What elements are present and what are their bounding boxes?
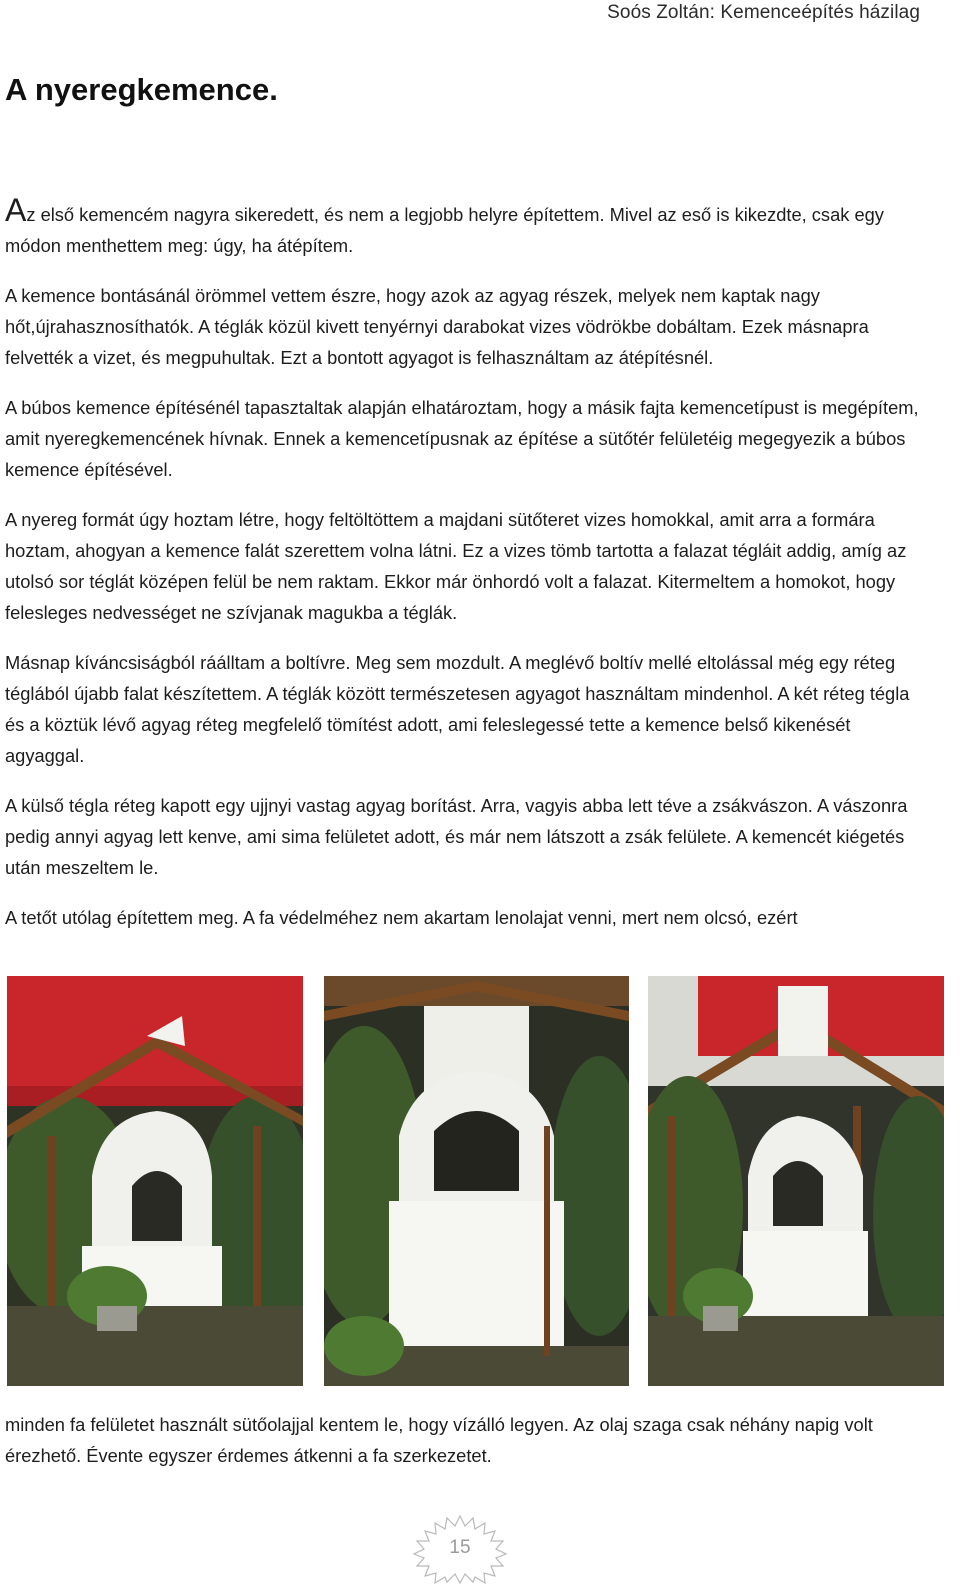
drop-cap: A <box>5 192 27 228</box>
paragraph-1 <box>5 192 920 261</box>
photo-strip <box>7 976 957 1386</box>
paragraph-4: A nyereg formát úgy hoztam létre, hogy feltöltöttem a majdani sütőteret vizes homokkal, amit arra a formára hoztam, ahogyan a kemence falát szerettem volna látni. Ez a vizes tömb tartotta a falazat tégláit addig, amíg az utolsó sor téglát középen felül be nem raktam. Ekkor már önhordó volt a falazat. Kitermeltem a homokot, hogy felesleges nedvességet ne szívjanak magukba a téglák. <box>5 509 907 623</box>
paragraph-5: Másnap kíváncsiságból ráálltam a boltívre. Meg sem mozdult. A meglévő boltív mellé eltolással még egy réteg téglából újabb falat készítettem. A téglák között természetesen agyagot használtam mindenhol. A két réteg tégla és a köztük lévő agyag réteg megfelelő tömítést adott, ami feleslegessé tette a kemence belső kikenését agyaggal. <box>5 652 910 766</box>
paragraph-7: A tetőt utólag építettem meg. A fa védelméhez nem akartam lenolajat venni, mert nem olcsó, ezért <box>5 907 798 928</box>
page-number-badge <box>410 1514 510 1584</box>
oven-photo-front <box>324 976 629 1386</box>
page-number: 15 <box>449 1537 471 1558</box>
page-title: A nyeregkemence. <box>5 72 278 107</box>
paragraph-1-text: z első kemencém nagyra sikeredett, és nem a legjobb helyre építettem. Mivel az eső is kikezdte, csak egy módon menthettem meg: úgy, ha átépítem. <box>5 204 884 256</box>
paragraph-2: A kemence bontásánál örömmel vettem észre, hogy azok az agyag részek, melyek nem kaptak nagy hőt,újrahasznosíthatók. A téglák közül kivett tenyérnyi darabokat vizes vödrökbe dobáltam. Ezek másnapra felvették a vizet, és megpuhultak. Ezt a bontott agyagot is felhasználtam az átépítésnél. <box>5 285 869 368</box>
paragraph-8: minden fa felületet használt sütőolajjal kentem le, hogy vízálló legyen. Az olaj szaga csak néhány napig volt érezhető. Évente egyszer érdemes átkenni a fa szerkezetet. <box>5 1414 873 1466</box>
oven-photo-right <box>648 976 944 1386</box>
paragraph-3: A búbos kemence építésénél tapasztaltak alapján elhatároztam, hogy a másik fajta kemencetípust is megépítem, amit nyeregkemencének hívnak. Ennek a kemencetípusnak az építése a sütőtér felületéig megegyezik a búbos kemence építésével. <box>5 397 919 480</box>
paragraph-6: A külső tégla réteg kapott egy ujjnyi vastag agyag borítást. Arra, vagyis abba lett téve a zsákvászon. A vászonra pedig annyi agyag lett kenve, ami sima felületet adott, és már nem látszott a zsák felülete. A kemencét kiégetés után meszeltem le. <box>5 795 908 878</box>
oven-photo-left <box>7 976 303 1386</box>
running-header: Soós Zoltán: Kemenceépítés házilag <box>607 2 920 23</box>
body-text <box>5 192 920 952</box>
